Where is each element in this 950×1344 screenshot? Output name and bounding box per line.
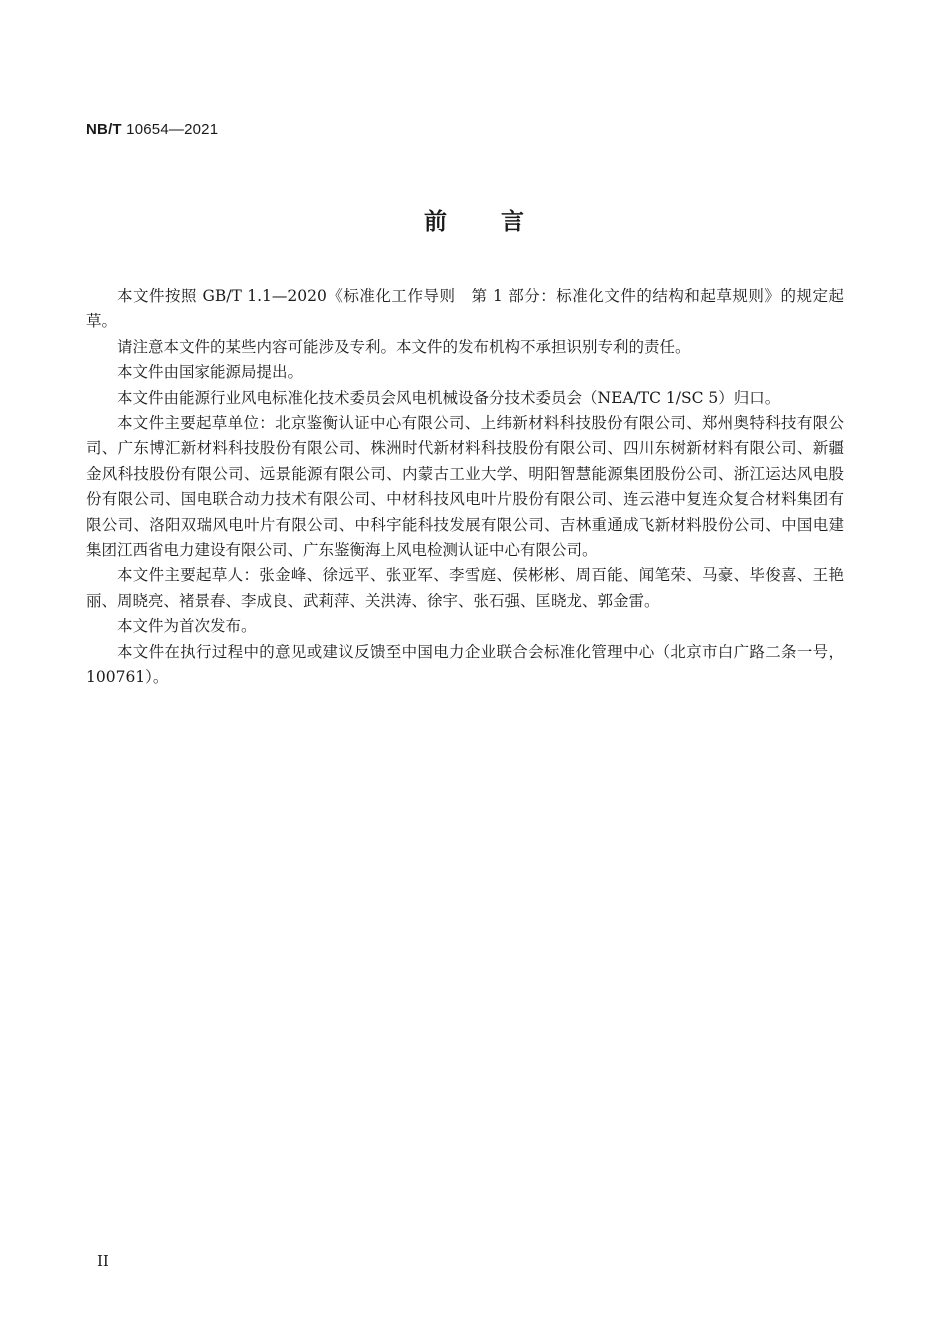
- paragraph-drafting-rules: 本文件按照 GB/T 1.1—2020《标准化工作导则 第 1 部分：标准化文件的结构和起草规则》的规定起草。: [86, 287, 844, 331]
- section-title: [0, 203, 950, 236]
- standard-prefix: NB/T: [86, 121, 122, 138]
- standard-number: [86, 121, 218, 138]
- paragraph-patent-notice: 请注意本文件的某些内容可能涉及专利。本文件的发布机构不承担识别专利的责任。: [117, 337, 691, 356]
- page-number: II: [97, 1252, 109, 1270]
- paragraph-drafters: 本文件主要起草人：张金峰、徐远平、张亚军、李雪庭、侯彬彬、周百能、闻笔荣、马豪、毕俊喜、王艳丽、周晓亮、褚景春、李成良、武莉萍、关洪涛、徐宇、张石强、匡晓龙、郭金雷。: [86, 566, 844, 610]
- foreword-body: [86, 284, 844, 691]
- paragraph-first-release: 本文件为首次发布。: [117, 617, 257, 636]
- title-char-2: 言: [501, 209, 526, 235]
- paragraph-proposed-by: 本文件由国家能源局提出。: [117, 363, 304, 382]
- title-char-1: 前: [424, 209, 449, 235]
- paragraph-under-jurisdiction: 本文件由能源行业风电标准化技术委员会风电机械设备分技术委员会（NEA/TC 1/SC 5）归口。: [117, 388, 781, 407]
- standard-code: 10654—2021: [121, 121, 219, 138]
- paragraph-drafting-organizations: 本文件主要起草单位：北京鉴衡认证中心有限公司、上纬新材料科技股份有限公司、郑州奥特科技有限公司、广东博汇新材料科技股份有限公司、株洲时代新材料科技股份有限公司、四川东树新材料有限公司、新疆金风科技股份有限公司、远景能源有限公司、内蒙古工业大学、明阳智慧能源集团股份公司、浙江运达风电股份有限公司、国电联合动力技术有限公司、中材科技风电叶片股份有限公司、连云港中复连众复合材料集团有限公司、洛阳双瑞风电叶片有限公司、中科宇能科技发展有限公司、吉林重通成飞新材料股份公司、中国电建集团江西省电力建设有限公司、广东鉴衡海上风电检测认证中心有限公司。: [86, 414, 844, 560]
- paragraph-feedback: 本文件在执行过程中的意见或建议反馈至中国电力企业联合会标准化管理中心（北京市白广路二条一号，100761）。: [86, 642, 844, 687]
